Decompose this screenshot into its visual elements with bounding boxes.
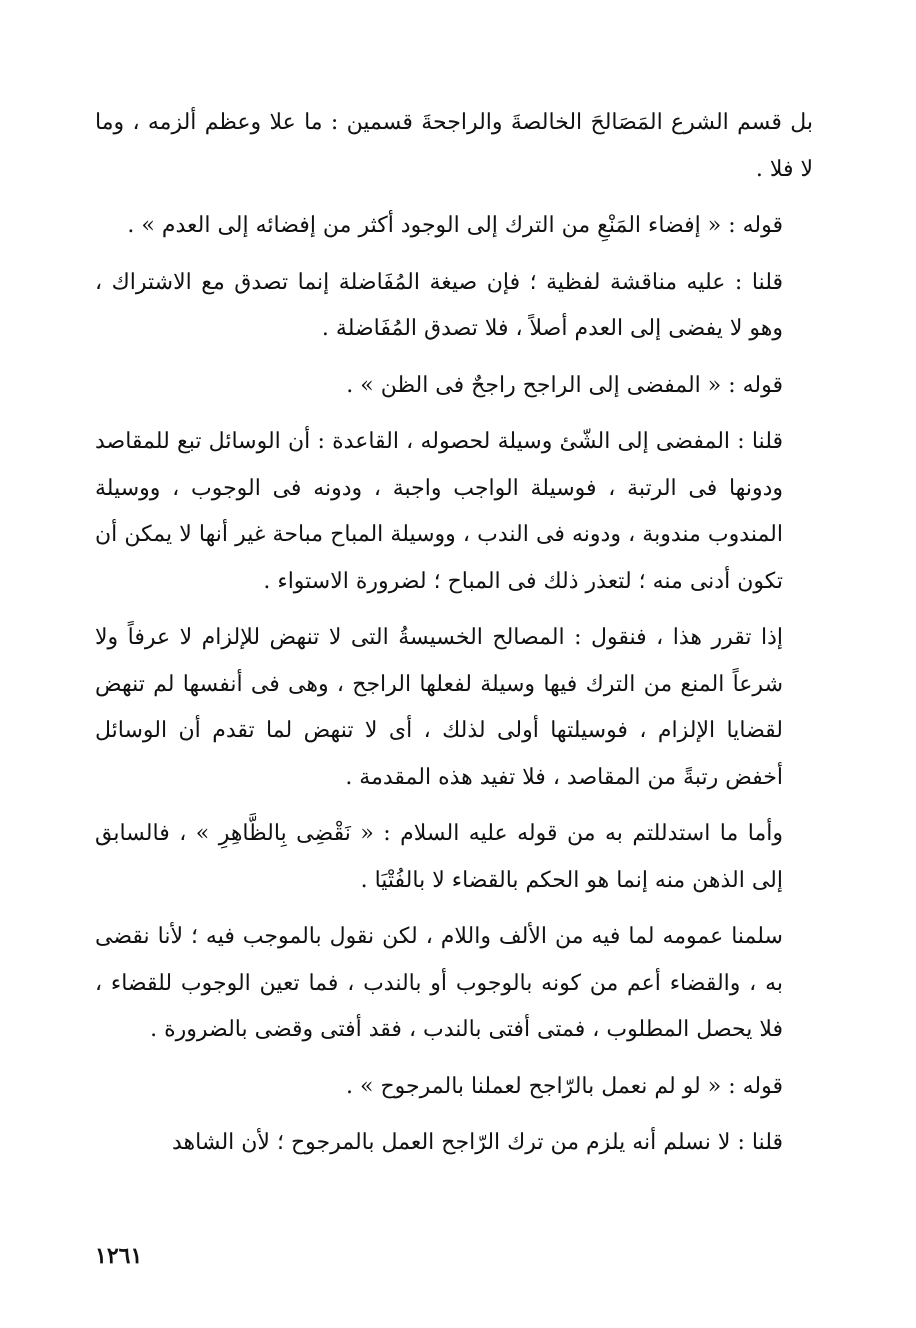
paragraph-8: سلمنا عمومه لما فيه من الألف واللام ، لكن نقول بالموجب فيه ؛ لأنا نقضى به ، والقضاء أعم من كونه بالوجوب أو بالندب ، فما تعين الوجوب للقضاء ، فلا يحصل المطلوب ، فمتى أفتى بالندب ، فقد أفتى وقضى بالضرورة . (95, 924, 783, 1042)
body-text (95, 100, 813, 1177)
paragraph-10: قلنا : لا نسلم أنه يلزم من ترك الرّاجح العمل بالمرجوح ؛ لأن الشاهد (171, 1130, 783, 1155)
paragraph-6: إذا تقرر هذا ، فنقول : المصالح الخسيسةُ التى لا تنهض للإلزام لا عرفاً ولا شرعاً المنع من الترك فيها وسيلة لفعلها الراجح ، وهى فى أنفسها لم تنهض لقضايا الإلزام ، فوسيلتها أولى لذلك ، أى لا تنهض لما تقدم أن الوسائل أخفض رتبةً من المقاصد ، فلا تفيد هذه المقدمة . (95, 625, 783, 790)
paragraph-2: قوله : « إفضاء المَنْعِ من الترك إلى الوجود أكثر من إفضائه إلى العدم » . (127, 213, 783, 238)
page-number: ١٢٦١ (95, 1243, 143, 1269)
paragraph-4: قوله : « المفضى إلى الراجح راجحٌ فى الظن » . (346, 372, 783, 398)
paragraph-1: بل قسم الشرع المَصَالحَ الخالصةَ والراجحةَ قسمين : ما علا وعظم ألزمه ، وما لا فلا . (95, 110, 813, 182)
paragraph-3: قلنا : عليه مناقشة لفظية ؛ فإن صيغة المُفَاضلة إنما تصدق مع الاشتراك ، وهو لا يفضى إلى العدم أصلاً ، فلا تصدق المُفَاضلة . (95, 269, 783, 341)
paragraph-9: قوله : « لو لم نعمل بالرّاجح لعملنا بالمرجوح » . (346, 1073, 783, 1099)
paragraph-7: وأما ما استدللتم به من قوله عليه السلام : « نَقْضِى بِالظَّاهِرِ » ، فالسابق إلى الذهن منه إنما هو الحكم بالقضاء لا بالفُتْيَا . (95, 821, 783, 893)
paragraph-5: قلنا : المفضى إلى الشّئ وسيلة لحصوله ، القاعدة : أن الوسائل تبع للمقاصد ودونها فى الرتبة ، فوسيلة الواجب واجبة ، ودونه فى الوجوب ، ووسيلة المندوب مندوبة ، ودونه فى الندب ، ووسيلة المباح مباحة غير أنها لا يمكن أن تكون أدنى منه ؛ لتعذر ذلك فى المباح ؛ لضرورة الاستواء . (95, 429, 783, 594)
